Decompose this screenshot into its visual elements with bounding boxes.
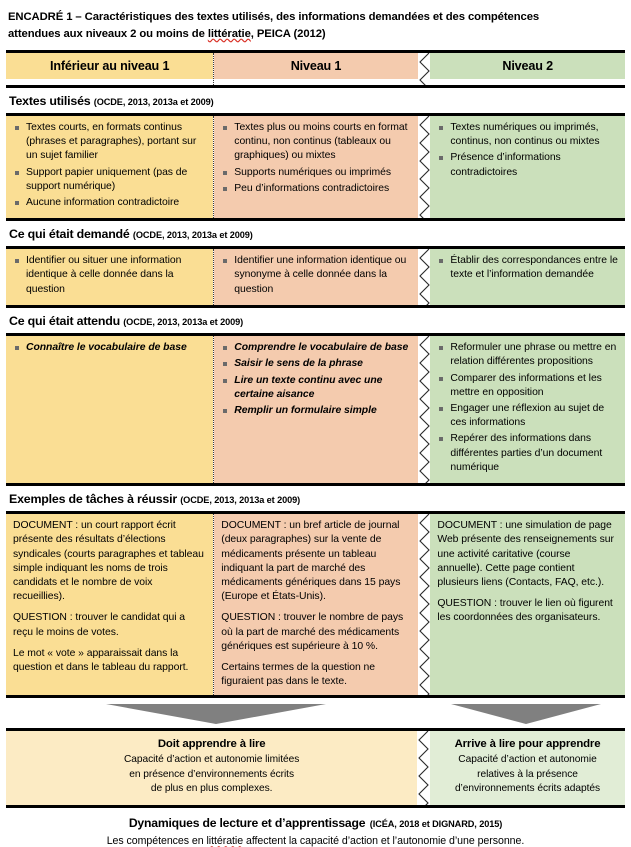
section-body-ce-qui-etait-demande [6, 249, 625, 305]
outcomes-row [6, 731, 625, 808]
cell-exemples-de-taches-col3 [430, 514, 625, 695]
outcome-left-title: Doit apprendre à lire [157, 738, 266, 751]
outcome-right-line3: d’environnements écrits adaptés [454, 783, 601, 795]
bullet-list [221, 341, 410, 418]
level-header-row [6, 50, 625, 88]
list-item: Textes courts, en formats continus (phrases et paragraphes), portant sur un sujet familier [13, 121, 206, 164]
section-source-text: (OCDE, 2013, 2013a et 2009) [132, 230, 253, 241]
list-item: Connaître le vocabulaire de base [13, 341, 206, 355]
footer-subtitle-a: Les compétences en [106, 835, 207, 847]
list-item: Saisir le sens de la phrase [221, 357, 410, 371]
footer-source: (ICÉA, 2018 et DIGNARD, 2015) [369, 819, 503, 830]
paragraph: DOCUMENT : un court rapport écrit présente des résultats d’élections syndicales (courts paragraphes et tableau simple indiquant les noms de trois candidats et le nombre de voix recueillies). [13, 520, 204, 603]
bullet-list [437, 121, 618, 180]
list-item: Support papier uniquement (pas de support numérique) [13, 166, 206, 194]
list-item: Aucune information contradictoire [13, 196, 206, 210]
down-arrow-icon-left [106, 702, 326, 724]
paragraph: DOCUMENT : une simulation de page Web présente des renseignements sur une activité caritative (course annuelle). Cette page contient plusieurs liens (Contacts, FAQ, etc.). [437, 520, 614, 589]
cell-exemples-de-taches-col1 [6, 514, 213, 695]
bullet-list [13, 121, 206, 210]
cell-textes-utilises-col2 [214, 116, 417, 218]
list-item: Établir des correspondances entre le texte et l’information demandée [437, 254, 618, 282]
footer-subtitle [8, 835, 623, 847]
section-body-exemples-de-taches [6, 514, 625, 695]
section-header-textes-utilises [6, 88, 625, 116]
paragraph: QUESTION : trouver le lien où figurent les coordonnées des organisateurs. [437, 598, 613, 624]
paragraph: Le mot « vote » apparaissait dans la question et dans le tableau du rapport. [13, 647, 189, 674]
list-item: Remplir un formulaire simple [221, 404, 410, 418]
sections-container [6, 88, 625, 695]
down-arrow-icon-right [451, 702, 601, 724]
list-item: Supports numériques ou imprimés [221, 166, 410, 180]
arrow-slot-left [6, 702, 426, 724]
section-source-text: (OCDE, 2013, 2013a et 2009) [123, 317, 244, 328]
outcome-left-line3: de plus en plus complexes. [150, 783, 273, 795]
cell-ce-qui-etait-demande-col3 [430, 249, 625, 305]
list-item: Présence d’informations contradictoires [437, 151, 618, 179]
page-title-littératie: littératie [207, 28, 251, 40]
outcome-left-line2: en présence d’environnements écrits [129, 768, 295, 780]
column-divider-zigzag [418, 53, 431, 85]
paragraph: DOCUMENT : un bref article de journal (deux paragraphes) sur la vente de médicaments présente un tableau indiquant la part de marché des médicaments génériques dans 15 pays (Europe et États-Unis). [221, 520, 401, 603]
list-item: Textes plus ou moins courts en format continu, non continus (tableaux ou graphiques) ou mixtes [221, 121, 410, 164]
cell-ce-qui-etait-attendu-col3 [430, 336, 625, 483]
list-item: Comprendre le vocabulaire de base [221, 341, 410, 355]
footer-subtitle-b: affectent la capacité d’action et l’autonomie d’une personne. [243, 835, 525, 847]
paragraph: Certains termes de la question ne figuraient pas dans le texte. [221, 662, 376, 688]
cell-ce-qui-etait-demande-col1 [6, 249, 213, 305]
cell-exemples-de-taches-col2 [214, 514, 417, 695]
footer-littératie: littératie [206, 835, 244, 847]
cell-ce-qui-etait-attendu-col2 [214, 336, 417, 483]
column-divider-zigzag [418, 116, 431, 218]
column-divider-zigzag [418, 514, 431, 695]
outcome-right-line2: relatives à la présence [477, 768, 578, 780]
list-item: Comparer des informations et les mettre en opposition [437, 372, 618, 400]
section-title-text: Textes utilisés [9, 94, 94, 108]
bullet-list [221, 254, 410, 297]
section-header-exemples-de-taches [6, 483, 625, 514]
section-body-ce-qui-etait-attendu [6, 336, 625, 483]
outcome-right-title: Arrive à lire pour apprendre [454, 738, 601, 751]
cell-textes-utilises-col1 [6, 116, 213, 218]
section-title-text: Ce qui était demandé [9, 227, 133, 242]
column-header-niveau-1: Niveau 1 [214, 53, 417, 79]
section-title-text: Exemples de tâches à réussir [9, 492, 181, 507]
paragraph: QUESTION : trouver le candidat qui a reçu le moins de votes. [13, 612, 186, 638]
outcome-right [430, 731, 625, 805]
section-source-text: (OCDE, 2013, 2013a et 2009) [93, 97, 214, 107]
page-title [6, 0, 625, 50]
outcome-left [6, 731, 417, 805]
column-header-niveau-2: Niveau 2 [430, 53, 625, 79]
column-divider-zigzag [418, 336, 431, 483]
bullet-list [437, 254, 618, 282]
outcome-right-line1: Capacité d’action et autonomie [458, 754, 597, 766]
footer-title-row [8, 814, 623, 832]
list-item: Textes numériques ou imprimés, continus, non continus ou mixtes [437, 121, 618, 149]
list-item: Reformuler une phrase ou mettre en relation différentes propositions [437, 341, 618, 369]
list-item: Engager une réflexion au sujet de ces informations [437, 402, 618, 430]
cell-ce-qui-etait-demande-col2 [214, 249, 417, 305]
bullet-list [13, 254, 206, 297]
section-body-textes-utilises [6, 116, 625, 218]
section-title-text: Ce qui était attendu [9, 314, 124, 329]
cell-ce-qui-etait-attendu-col1 [6, 336, 213, 483]
arrow-band [6, 695, 625, 731]
page-title-line2a: attendues aux niveaux 2 ou moins de [8, 28, 208, 40]
arrow-slot-right [426, 702, 625, 724]
section-header-ce-qui-etait-attendu [6, 305, 625, 336]
section-source-text: (OCDE, 2013, 2013a et 2009) [180, 495, 301, 506]
outcome-left-line1: Capacité d’action et autonomie limitées [123, 754, 300, 766]
page-title-line2b: , PEICA (2012) [250, 28, 326, 40]
list-item: Repérer des informations dans différentes parties d’un document numérique [437, 432, 618, 475]
footer-title: Dynamiques de lecture et d’apprentissage [128, 816, 366, 831]
bullet-list [221, 121, 410, 196]
list-item: Peu d’informations contradictoires [221, 182, 410, 196]
footer [6, 808, 625, 847]
list-item: Identifier ou situer une information identique à celle donnée dans la question [13, 254, 206, 297]
bullet-list [13, 341, 206, 355]
list-item: Lire un texte continu avec une certaine aisance [221, 374, 410, 402]
paragraph: QUESTION : trouver le nombre de pays où la part de marché des médicaments génériques est supérieure à 10 %. [221, 612, 404, 652]
page-title-line1: ENCADRÉ 1 – Caractéristiques des textes utilisés, des informations demandées et des compétences [8, 11, 540, 23]
bullet-list [437, 341, 618, 475]
cell-textes-utilises-col3 [430, 116, 625, 218]
list-item: Identifier une information identique ou synonyme à celle donnée dans la question [221, 254, 410, 297]
section-header-ce-qui-etait-demande [6, 218, 625, 249]
column-header-inferieur-niveau-1: Inférieur au niveau 1 [6, 53, 213, 79]
outcome-divider-zigzag [417, 731, 430, 805]
column-divider-zigzag [418, 249, 431, 305]
